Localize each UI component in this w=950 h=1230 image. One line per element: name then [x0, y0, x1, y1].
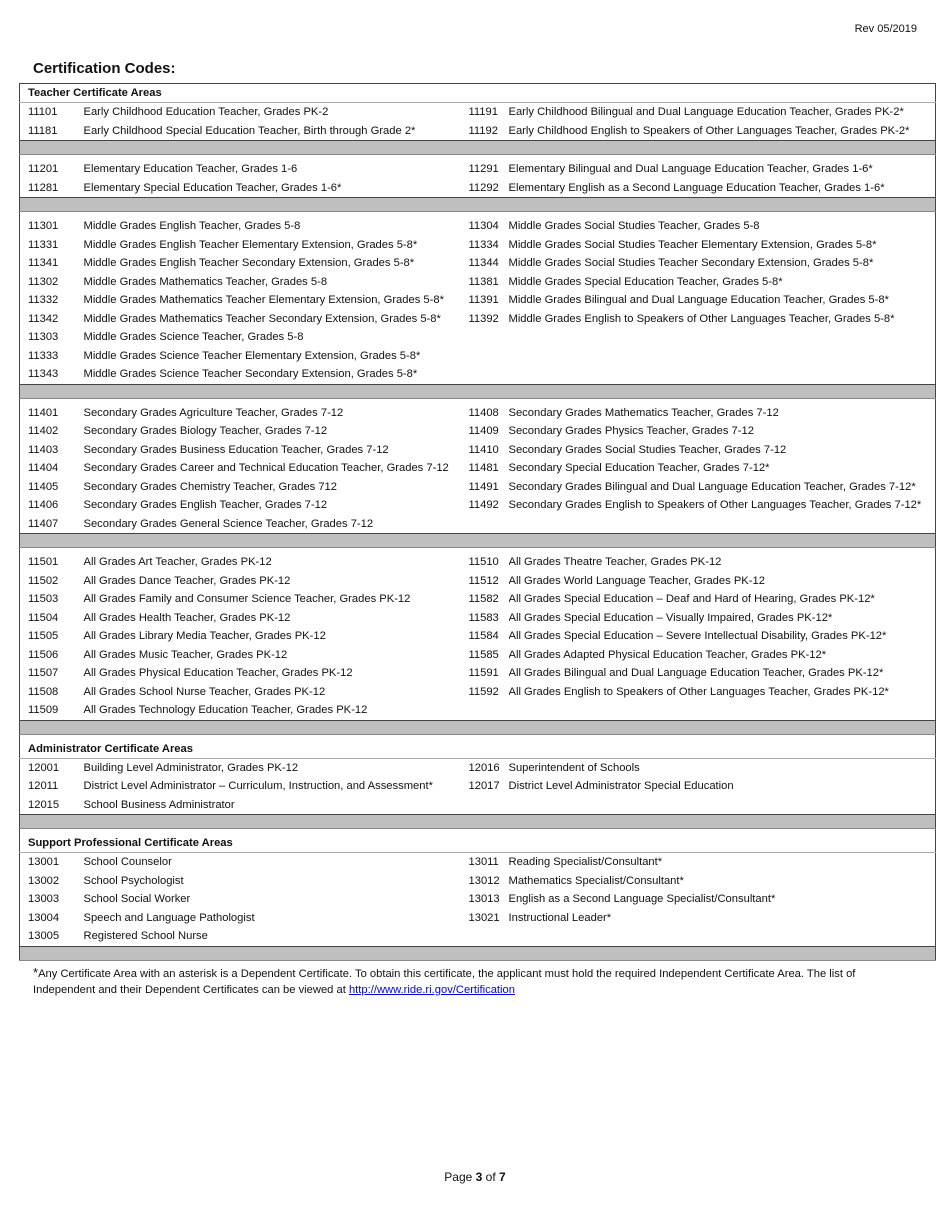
certificate-name: All Grades Library Media Teacher, Grades PK-12: [83, 630, 326, 642]
certificate-name: District Level Administrator Special Education: [508, 780, 734, 792]
certificate-name: All Grades School Nurse Teacher, Grades PK-12: [83, 685, 326, 698]
table-row: [20, 909, 936, 928]
certificate-code: 12015: [28, 798, 60, 811]
table-row: [20, 701, 936, 720]
page-total: 7: [499, 1170, 506, 1184]
certificate-name: Middle Grades Science Teacher Elementary Extension, Grades 5-8*: [83, 349, 421, 362]
table-row: [20, 122, 936, 141]
certificate-name: [509, 927, 936, 946]
certificate-name: Instructional Leader*: [508, 911, 612, 924]
certificate-code: 13012: [468, 874, 500, 887]
certificate-name: Middle Grades English Teacher, Grades 5-8: [83, 220, 301, 232]
certificate-code: 11507: [28, 667, 59, 679]
table-row: [20, 872, 936, 891]
certificate-name: All Grades Special Education – Severe Intellectual Disability, Grades PK-12*: [508, 630, 887, 642]
certificate-name: English as a Second Language Specialist/Consultant*: [508, 893, 776, 905]
certificate-code: 11506: [28, 648, 59, 661]
certificate-code: 11510: [468, 556, 499, 568]
table-row: [20, 254, 936, 273]
footnote: [33, 965, 913, 998]
certificate-name: Early Childhood Bilingual and Dual Language Education Teacher, Grades PK-2*: [508, 106, 904, 118]
table-row: [20, 553, 936, 572]
certificate-code: 11301: [28, 220, 59, 232]
certificate-code: 11508: [28, 685, 59, 698]
page-label: Page: [444, 1170, 473, 1184]
certificate-code: 11334: [468, 238, 499, 251]
certificate-code: [460, 927, 509, 946]
certificate-code: 12001: [28, 761, 60, 774]
certification-codes-table: [19, 83, 936, 961]
certificate-name: [509, 515, 936, 534]
teacher-section-heading: [20, 84, 936, 103]
table-row: [20, 890, 936, 909]
certificate-name: Secondary Grades English to Speakers of Other Languages Teacher, Grades 7-12*: [508, 499, 922, 511]
certificate-code: 11291: [468, 163, 499, 175]
certificate-code: 11502: [28, 574, 59, 587]
certificate-name: All Grades English to Speakers of Other Languages Teacher, Grades PK-12*: [508, 685, 889, 698]
table-row: [20, 927, 936, 946]
table-row: [20, 103, 936, 122]
certificate-name: Secondary Grades Career and Technical Education Teacher, Grades 7-12: [83, 462, 449, 474]
table-row: [20, 777, 936, 796]
table-row: [20, 478, 936, 497]
certificate-name: School Psychologist: [83, 874, 184, 887]
certificate-code: 11343: [28, 368, 59, 380]
certificate-code: 11501: [28, 556, 59, 568]
section-divider: [20, 198, 936, 212]
table-row: [20, 217, 936, 236]
certificate-code: 11344: [468, 257, 499, 269]
page-of: of: [485, 1170, 496, 1184]
certificate-name: Elementary Education Teacher, Grades 1-6: [83, 163, 298, 175]
table-row: [20, 441, 936, 460]
certificate-code: 11584: [468, 630, 499, 642]
certificate-code: 11407: [28, 517, 59, 530]
certificate-code: 11381: [468, 275, 499, 288]
certificate-code: 11392: [468, 312, 499, 325]
certificate-code: 11410: [468, 443, 499, 456]
table-row: [20, 515, 936, 534]
certificate-name: Secondary Special Education Teacher, Grades 7-12*: [508, 462, 770, 474]
certificate-name: [509, 347, 936, 366]
certificate-name: Superintendent of Schools: [508, 761, 640, 774]
teacher-section-heading-label: Teacher Certificate Areas: [20, 84, 936, 103]
certificate-name: Elementary Special Education Teacher, Grades 1-6*: [83, 181, 342, 194]
certificate-code: 11304: [468, 220, 499, 232]
certificate-code: 13005: [28, 930, 60, 942]
certificate-name: School Counselor: [83, 856, 172, 868]
certificate-code: [460, 365, 509, 384]
table-row: [20, 572, 936, 591]
table-row: [20, 365, 936, 384]
certificate-code: 11342: [28, 312, 59, 325]
certificate-code: 13001: [28, 856, 60, 868]
certificate-name: Middle Grades Bilingual and Dual Language Education Teacher, Grades 5-8*: [508, 294, 889, 306]
certificate-name: All Grades Family and Consumer Science Teacher, Grades PK-12: [83, 593, 411, 605]
certificate-code: 11292: [468, 181, 499, 194]
certificate-code: 13003: [28, 893, 60, 905]
certificate-code: 13013: [468, 893, 500, 905]
table-row: [20, 609, 936, 628]
certificate-name: Secondary Grades Agriculture Teacher, Grades 7-12: [83, 406, 344, 419]
table-row: [20, 853, 936, 872]
certificate-code: [460, 347, 509, 366]
certificate-code: 11341: [28, 257, 59, 269]
certificate-code: 13004: [28, 911, 60, 924]
table-row: [20, 179, 936, 198]
table-row: [20, 590, 936, 609]
certificate-code: 13002: [28, 874, 60, 887]
certificate-code: 11303: [28, 331, 59, 343]
table-row: [20, 310, 936, 329]
certificate-code: 11192: [468, 124, 498, 137]
certificate-code: 11492: [468, 499, 499, 511]
certificate-code: 11302: [28, 275, 59, 288]
certificate-code: 11401: [28, 406, 59, 419]
certificate-code: 11481: [468, 462, 499, 474]
certificate-name: Middle Grades Science Teacher Secondary Extension, Grades 5-8*: [83, 368, 418, 380]
certificate-code: 11191: [468, 106, 498, 118]
certificate-name: All Grades Dance Teacher, Grades PK-12: [83, 574, 291, 587]
certificate-name: All Grades Technology Education Teacher, Grades PK-12: [83, 704, 368, 716]
footnote-text: Any Certificate Area with an asterisk is a Dependent Certificate. To obtain this certificate, the applicant must hold the required Independent Certificate Area. The list of Independent and their Dependent Certificates can be viewed at: [33, 968, 856, 996]
certificate-name: District Level Administrator – Curriculum, Instruction, and Assessment*: [83, 780, 433, 792]
table-row: [20, 404, 936, 423]
certificate-name: Secondary Grades English Teacher, Grades 7-12: [83, 499, 328, 511]
certificate-code: 11333: [28, 349, 59, 362]
certificate-code: 11509: [28, 704, 59, 716]
certificate-code: 13011: [468, 856, 499, 868]
certificate-name: Secondary Grades Business Education Teacher, Grades 7-12: [83, 443, 389, 456]
certificate-name: [509, 701, 936, 720]
support-section-heading: [20, 834, 936, 853]
certificate-code: 11331: [28, 238, 59, 251]
certification-link[interactable]: http://www.ride.ri.gov/Certification: [348, 984, 515, 996]
certificate-name: Middle Grades Mathematics Teacher Secondary Extension, Grades 5-8*: [83, 312, 441, 325]
certificate-name: [509, 796, 936, 815]
certificate-code: 11583: [468, 611, 499, 624]
table-row: [20, 758, 936, 777]
table-row: [20, 796, 936, 815]
table-row: [20, 459, 936, 478]
certificate-name: All Grades Special Education – Visually Impaired, Grades PK-12*: [508, 611, 833, 624]
certificate-name: Early Childhood Special Education Teacher, Birth through Grade 2*: [83, 124, 416, 137]
certificate-name: Middle Grades Science Teacher, Grades 5-8: [83, 331, 304, 343]
table-row: [20, 328, 936, 347]
certificate-code: 11201: [28, 163, 59, 175]
support-section-heading-label: Support Professional Certificate Areas: [20, 834, 936, 853]
certificate-code: 11402: [28, 425, 59, 437]
certificate-code: 11409: [468, 425, 499, 437]
certificate-name: Middle Grades Social Studies Teacher Elementary Extension, Grades 5-8*: [508, 238, 877, 251]
certificate-code: 11101: [28, 106, 58, 118]
section-divider: [20, 534, 936, 548]
certificate-name: Middle Grades Social Studies Teacher, Grades 5-8: [508, 220, 760, 232]
certificate-code: 11585: [468, 648, 499, 661]
table-row: [20, 646, 936, 665]
table-row: [20, 683, 936, 702]
table-row: [20, 236, 936, 255]
certificate-name: Elementary Bilingual and Dual Language Education Teacher, Grades 1-6*: [508, 163, 873, 175]
table-row: [20, 496, 936, 515]
certificate-code: 11332: [28, 294, 59, 306]
administrator-section-heading-label: Administrator Certificate Areas: [20, 740, 936, 759]
certificate-code: [460, 701, 509, 720]
certificate-name: Reading Specialist/Consultant*: [508, 856, 663, 868]
certificate-code: 11404: [28, 462, 59, 474]
certificate-code: 11505: [28, 630, 59, 642]
certificate-name: All Grades Bilingual and Dual Language Education Teacher, Grades PK-12*: [508, 667, 884, 679]
certificate-name: Middle Grades Social Studies Teacher Secondary Extension, Grades 5-8*: [508, 257, 874, 269]
table-row: [20, 664, 936, 683]
certificate-code: 11592: [468, 685, 499, 698]
certificate-code: 12011: [28, 780, 59, 792]
certificate-name: Registered School Nurse: [83, 930, 208, 942]
administrator-section-heading: [20, 740, 936, 759]
section-divider: [20, 946, 936, 960]
certificate-name: School Social Worker: [83, 893, 191, 905]
certificate-code: 11408: [468, 406, 499, 419]
certificate-code: 11281: [28, 181, 59, 194]
certificate-name: All Grades Special Education – Deaf and Hard of Hearing, Grades PK-12*: [508, 593, 875, 605]
certificate-name: Early Childhood English to Speakers of Other Languages Teacher, Grades PK-2*: [508, 124, 910, 137]
certificate-name: Middle Grades English to Speakers of Other Languages Teacher, Grades 5-8*: [508, 312, 895, 325]
certificate-name: Speech and Language Pathologist: [83, 911, 255, 924]
table-row: [20, 291, 936, 310]
certificate-name: Middle Grades Special Education Teacher, Grades 5-8*: [508, 275, 783, 288]
certificate-name: Middle Grades Mathematics Teacher Elementary Extension, Grades 5-8*: [83, 294, 444, 306]
page-title: Certification Codes:: [33, 60, 176, 77]
certificate-code: 11181: [28, 124, 58, 137]
certificate-name: All Grades Physical Education Teacher, Grades PK-12: [83, 667, 353, 679]
certificate-name: Secondary Grades Social Studies Teacher, Grades 7-12: [508, 443, 787, 456]
certificate-code: 11403: [28, 443, 59, 456]
certificate-code: 11582: [468, 593, 499, 605]
certificate-code: [460, 796, 509, 815]
certificate-code: 11491: [468, 480, 499, 493]
certificate-name: Secondary Grades Chemistry Teacher, Grades 712: [83, 480, 338, 493]
certificate-code: 11406: [28, 499, 59, 511]
table-row: [20, 627, 936, 646]
certificate-name: All Grades Adapted Physical Education Teacher, Grades PK-12*: [508, 648, 827, 661]
table-row: [20, 347, 936, 366]
certificate-code: 11512: [468, 574, 499, 587]
certificate-name: All Grades World Language Teacher, Grades PK-12: [508, 574, 765, 587]
certificate-name: Secondary Grades General Science Teacher, Grades 7-12: [83, 517, 374, 530]
page-current: 3: [475, 1170, 483, 1184]
section-divider: [20, 384, 936, 398]
table-row: [20, 273, 936, 292]
certificate-code: 11503: [28, 593, 59, 605]
certificate-code: 11391: [468, 294, 499, 306]
certificate-name: Secondary Grades Mathematics Teacher, Grades 7-12: [508, 406, 779, 419]
section-divider: [20, 720, 936, 734]
certificate-code: 11405: [28, 480, 59, 493]
certificate-name: [509, 328, 936, 347]
certificate-name: All Grades Art Teacher, Grades PK-12: [83, 556, 272, 568]
certificate-name: School Business Administrator: [83, 798, 235, 811]
certificate-name: Secondary Grades Bilingual and Dual Language Education Teacher, Grades 7-12*: [508, 480, 916, 493]
certificate-name: Middle Grades English Teacher Secondary Extension, Grades 5-8*: [83, 257, 415, 269]
certificate-name: All Grades Theatre Teacher, Grades PK-12: [508, 556, 722, 568]
section-divider: [20, 815, 936, 829]
table-row: [20, 422, 936, 441]
certificate-code: 11504: [28, 611, 59, 624]
certificate-name: Middle Grades English Teacher Elementary Extension, Grades 5-8*: [83, 238, 418, 251]
certificate-code: [460, 515, 509, 534]
certificate-name: Secondary Grades Physics Teacher, Grades 7-12: [508, 425, 754, 437]
certificate-name: Middle Grades Mathematics Teacher, Grades 5-8: [83, 275, 328, 288]
certificate-name: All Grades Music Teacher, Grades PK-12: [83, 648, 288, 661]
table-row: [20, 160, 936, 179]
revision-label: Rev 05/2019: [854, 23, 917, 35]
page-number: [0, 1170, 950, 1184]
certificate-code: 12017: [468, 780, 500, 792]
certificate-name: Building Level Administrator, Grades PK-12: [83, 761, 299, 774]
certificate-name: All Grades Health Teacher, Grades PK-12: [83, 611, 291, 624]
certificate-name: [509, 365, 936, 384]
certificate-code: 12016: [468, 761, 500, 774]
certificate-name: Secondary Grades Biology Teacher, Grades 7-12: [83, 425, 328, 437]
section-divider: [20, 141, 936, 155]
certificate-name: Early Childhood Education Teacher, Grades PK-2: [83, 106, 329, 118]
certificate-code: [460, 328, 509, 347]
certificate-name: Elementary English as a Second Language Education Teacher, Grades 1-6*: [508, 181, 885, 194]
certificate-code: 11591: [468, 667, 499, 679]
certificate-code: 13021: [468, 911, 500, 924]
certificate-name: Mathematics Specialist/Consultant*: [508, 874, 684, 887]
asterisk-marker: *: [33, 965, 39, 980]
